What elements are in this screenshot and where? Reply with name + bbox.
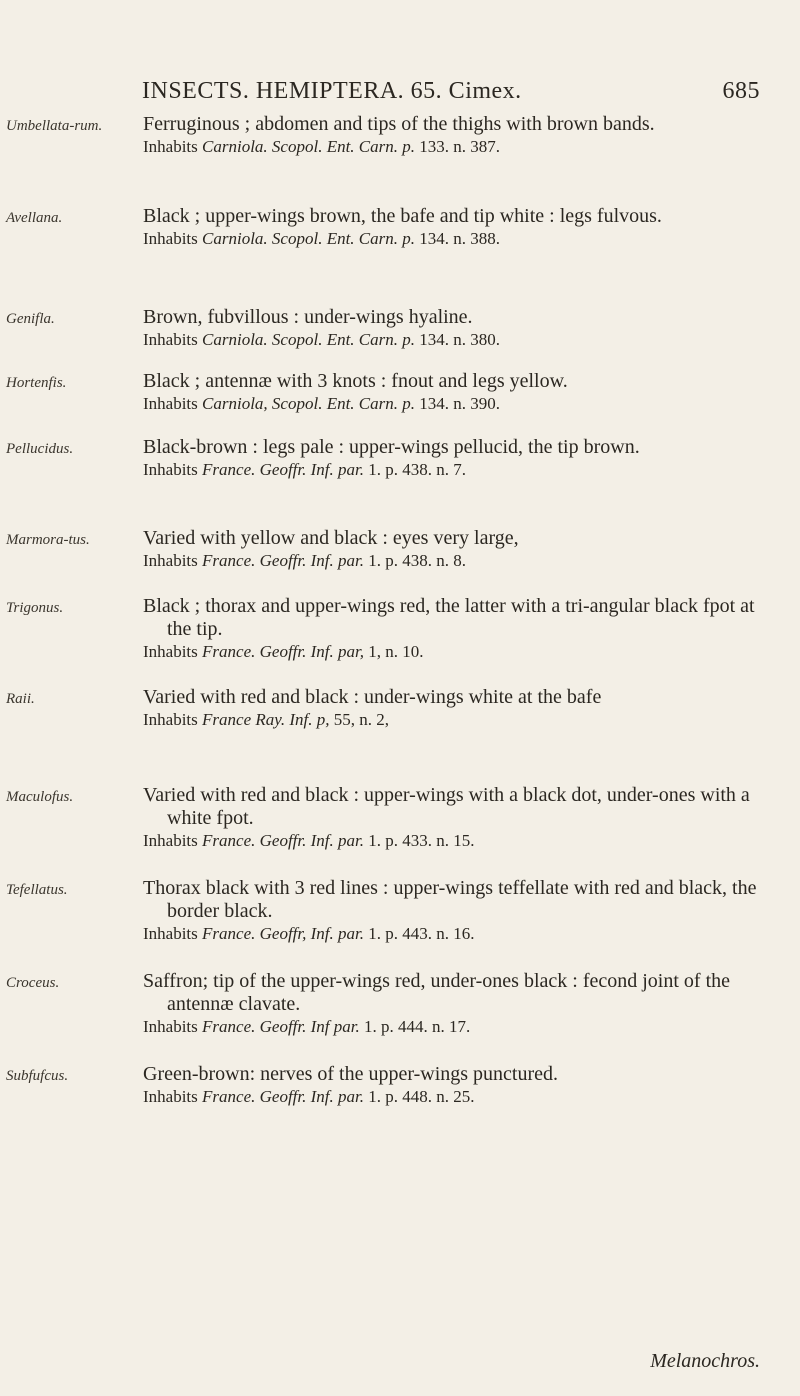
entry-body [143, 527, 783, 572]
locality-citation: France. Geoffr. Inf. par. [202, 1087, 364, 1106]
species-description: Black ; upper-wings brown, the bafe and tip white : legs fulvous. [143, 205, 662, 227]
habitat-line [143, 1086, 783, 1108]
species-description: Green-brown: nerves of the upper-wings punctured. [143, 1063, 559, 1085]
species-name: Avellana. [6, 210, 63, 226]
page-number: 685 [722, 78, 760, 104]
inhabits-word: Inhabits [143, 831, 198, 850]
entry-body [143, 686, 783, 731]
reference-number: 1. p. 448. n. 25. [368, 1087, 475, 1106]
inhabits-word: Inhabits [143, 394, 198, 413]
reference-number: 1. p. 438. n. 7. [368, 460, 466, 479]
entry-body [143, 436, 783, 481]
locality-citation: Carniola. Scopol. Ent. Carn. p. [202, 229, 416, 248]
locality-citation: Carniola, Scopol. Ent. Carn. p. [202, 394, 416, 413]
reference-number: 1. p. 443. n. 16. [368, 924, 475, 943]
entry-body [143, 784, 783, 852]
reference-number: 133. n. 387. [419, 137, 501, 156]
species-name: Trigonus. [6, 600, 64, 616]
habitat-line [143, 709, 783, 731]
inhabits-word: Inhabits [143, 710, 198, 729]
locality-citation: France. Geoffr. Inf par. [202, 1017, 360, 1036]
reference-number: 1. p. 444. n. 17. [364, 1017, 471, 1036]
reference-number: 134. n. 388. [419, 229, 501, 248]
species-description: Varied with red and black : upper-wings with a black dot, under-ones with a white fpot. [143, 784, 750, 829]
inhabits-word: Inhabits [143, 1087, 198, 1106]
reference-number: 55, n. 2, [333, 710, 389, 729]
locality-citation: Carniola. Scopol. Ent. Carn. p. [202, 330, 416, 349]
locality-citation: France Ray. Inf. p, [202, 710, 330, 729]
inhabits-word: Inhabits [143, 330, 198, 349]
reference-number: 134. n. 390. [419, 394, 501, 413]
entry-body [143, 205, 783, 250]
reference-number: 1, n. 10. [368, 642, 424, 661]
species-description: Saffron; tip of the upper-wings red, under-ones black : fecond joint of the antennæ clavate. [143, 970, 731, 1015]
entry-body [143, 113, 783, 158]
inhabits-word: Inhabits [143, 551, 198, 570]
habitat-line [143, 923, 783, 945]
habitat-line [143, 550, 783, 572]
species-description: Ferruginous ; abdomen and tips of the thighs with brown bands. [143, 113, 655, 135]
habitat-line [143, 641, 783, 663]
species-name: Umbellata-rum. [6, 118, 103, 134]
inhabits-word: Inhabits [143, 924, 198, 943]
habitat-line [143, 329, 783, 351]
species-name: Tefellatus. [6, 882, 68, 898]
entry-body [143, 370, 783, 415]
habitat-line [143, 830, 783, 852]
reference-number: 134. n. 380. [419, 330, 501, 349]
running-title: INSECTS. HEMIPTERA. 65. Cimex. [142, 78, 522, 104]
locality-citation: France. Geoffr, Inf. par. [202, 924, 364, 943]
inhabits-word: Inhabits [143, 1017, 198, 1036]
species-description: Black ; antennæ with 3 knots : fnout and legs yellow. [143, 370, 568, 392]
locality-citation: France. Geoffr. Inf. par, [202, 642, 364, 661]
reference-number: 1. p. 433. n. 15. [368, 831, 475, 850]
species-name: Raii. [6, 691, 35, 707]
species-name: Marmora-tus. [6, 532, 90, 548]
species-description: Thorax black with 3 red lines : upper-wings teffellate with red and black, the border black. [143, 877, 757, 922]
habitat-line [143, 136, 783, 158]
inhabits-word: Inhabits [143, 460, 198, 479]
entry-body [143, 1063, 783, 1108]
species-description: Varied with red and black : under-wings white at the bafe [143, 686, 602, 708]
locality-citation: France. Geoffr. Inf. par. [202, 831, 364, 850]
species-description: Black-brown : legs pale : upper-wings pellucid, the tip brown. [143, 436, 640, 458]
entry-body [143, 970, 783, 1038]
catchword: Melanochros. [650, 1350, 760, 1372]
species-name: Maculofus. [6, 789, 74, 805]
habitat-line [143, 393, 783, 415]
inhabits-word: Inhabits [143, 229, 198, 248]
inhabits-word: Inhabits [143, 137, 198, 156]
locality-citation: France. Geoffr. Inf. par. [202, 551, 364, 570]
species-name: Croceus. [6, 975, 60, 991]
entry-body [143, 877, 783, 945]
habitat-line [143, 1016, 783, 1038]
species-description: Black ; thorax and upper-wings red, the latter with a tri-angular black fpot at the tip. [143, 595, 755, 640]
locality-citation: Carniola. Scopol. Ent. Carn. p. [202, 137, 416, 156]
entry-body [143, 595, 783, 663]
species-name: Pellucidus. [6, 441, 74, 457]
species-name: Subfufcus. [6, 1068, 69, 1084]
species-name: Genifla. [6, 311, 55, 327]
species-description: Brown, fubvillous : under-wings hyaline. [143, 306, 473, 328]
species-name: Hortenfis. [6, 375, 67, 391]
locality-citation: France. Geoffr. Inf. par. [202, 460, 364, 479]
habitat-line [143, 459, 783, 481]
inhabits-word: Inhabits [143, 642, 198, 661]
habitat-line [143, 228, 783, 250]
reference-number: 1. p. 438. n. 8. [368, 551, 466, 570]
entry-body [143, 306, 783, 351]
species-description: Varied with yellow and black : eyes very large, [143, 527, 519, 549]
